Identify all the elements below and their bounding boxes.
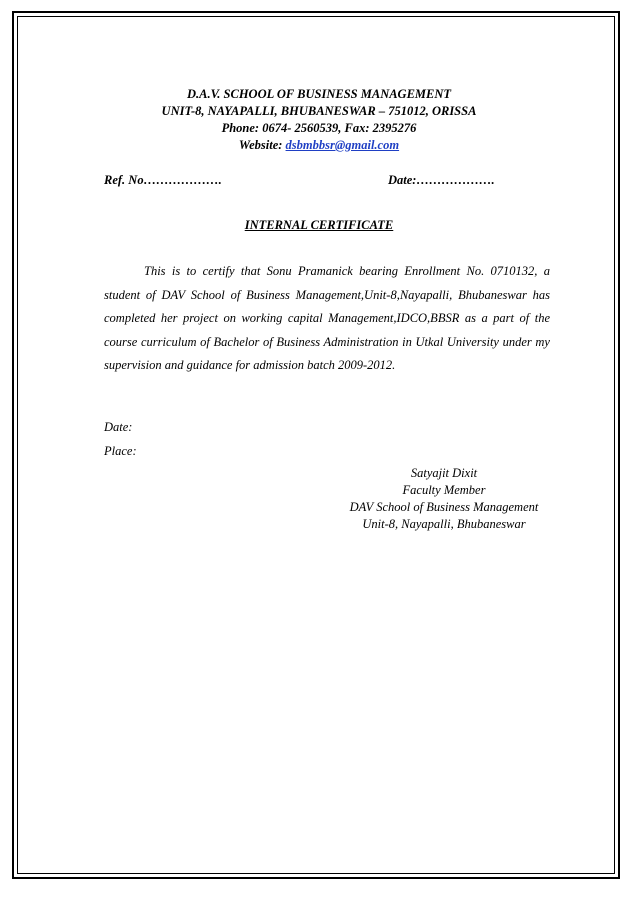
date-field: Date:………………. — [388, 173, 495, 187]
signatory-institution: DAV School of Business Management — [349, 500, 539, 514]
school-name: D.A.V. SCHOOL OF BUSINESS MANAGEMENT — [186, 87, 452, 101]
ref-number: Ref. No………………. — [104, 173, 222, 187]
certificate-body: This is to certify that Sonu Pramanick bearing Enrollment No. 0710132, a student of DAV School of Business Management,Unit-8,Nayapalli, Bhubaneswar has completed her project on working capital Management,IDCO,BBSR as a part of the course curriculum of Bachelor of Business Administration in Utkal University under my supervision and guidance for admission batch 2009-2012. — [104, 264, 550, 373]
school-address: UNIT-8, NAYAPALLI, BHUBANESWAR – 751012, ORISSA — [161, 104, 477, 118]
certificate-title: INTERNAL CERTIFICATE — [244, 218, 394, 232]
footer-date: Date: — [104, 420, 133, 434]
footer-place: Place: — [104, 444, 137, 458]
website-label: Website: — [238, 138, 286, 152]
website-line — [0, 137, 638, 154]
signatory-address: Unit-8, Nayapalli, Bhubaneswar — [362, 517, 526, 531]
signatory-name: Satyajit Dixit — [410, 466, 478, 480]
website-email-link[interactable]: dsbmbbsr@gmail.com — [285, 138, 400, 152]
signatory-designation: Faculty Member — [402, 483, 486, 497]
phone-fax: Phone: 0674- 2560539, Fax: 2395276 — [221, 121, 417, 135]
